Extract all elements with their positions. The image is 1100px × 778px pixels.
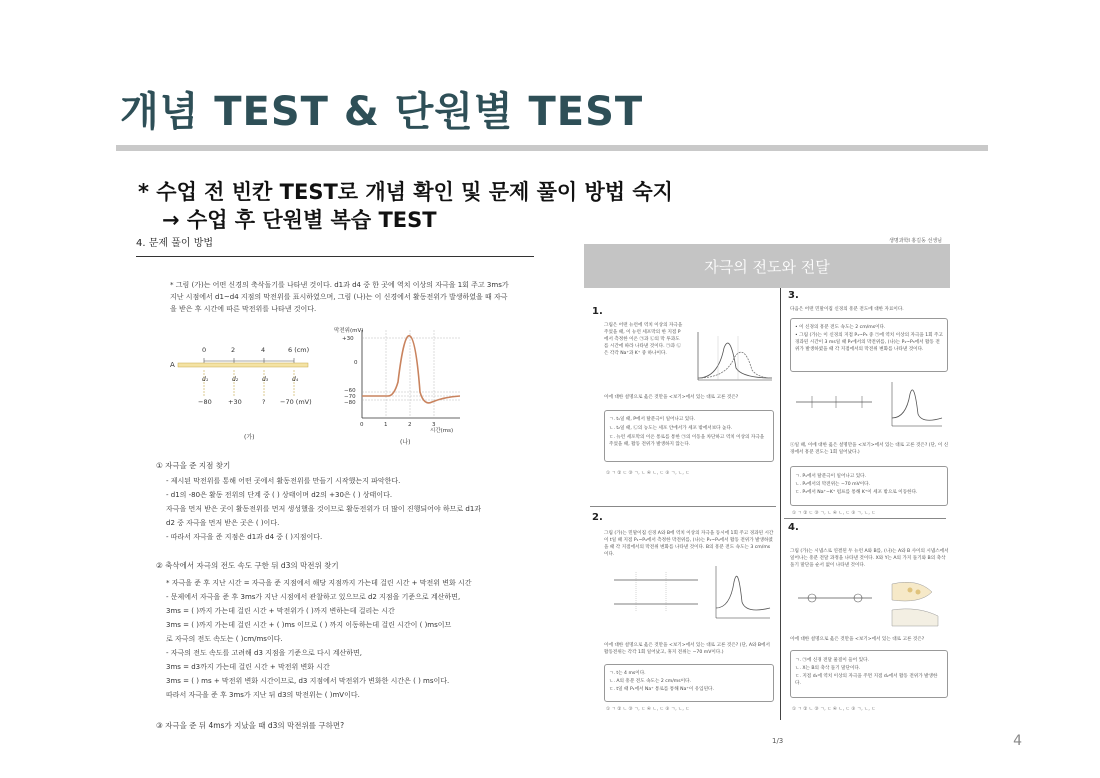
question-prompt: 이에 대한 설명으로 옳은 것만을 <보기>에서 있는 대로 고른 것은? <box>604 395 739 400</box>
action-potential-curve <box>362 336 460 403</box>
step-2-heading: ② 축삭에서 자극의 전도 속도 구한 뒤 d3의 막전위 찾기 <box>156 561 339 570</box>
y-axis-label: 막전위(mV) <box>334 328 364 334</box>
question-number: 4. <box>788 522 799 533</box>
bullet-pre-class: * 수업 전 빈칸 TEST로 개념 확인 및 문제 풀이 방법 숙지 <box>138 180 673 204</box>
column-divider <box>780 288 781 720</box>
potential-value: −70 (mV) <box>280 398 312 406</box>
membrane-potential-graph <box>332 322 482 448</box>
choice-box: ㄱ. t는 4 ms이다. ㄴ. A의 흥분 전도 속도는 2 cm/ms이다. ㄷ. t일 때 P₁에서 Na⁺ 통로를 통해 Na⁺이 유입된다. <box>604 664 774 702</box>
axon-figure <box>168 336 318 446</box>
question-number: 3. <box>788 290 799 301</box>
two-axon-figure <box>606 562 774 634</box>
figure-caption: (가) <box>244 434 255 441</box>
point-label: d₄ <box>292 376 299 383</box>
axis-tick: 2 <box>231 346 236 354</box>
step-2-body: * 자극을 준 후 지난 시간 = 자극을 준 지점에서 해당 지점까지 가는데 걸린 시간 + 막전위 변화 시간 - 문제에서 자극을 준 후 3ms가 지난 시점에서 관찰하고 있으므로 d2 지점을 기준으로 계산하면, 3ms = ( )까지 가는데 걸린 시간 + 막전위가 ( )까지 변하는데 걸리는 시간 3ms = ( )까지 가는데 걸린 시간 + ( )ms 이므로 ( ) 까지 이동하는데 걸린 시간이 ( )ms이므 로 자극의 전도 속도는 ( )cm/ms이다. - 자극의 전도 속도를 고려해 d3 지점을 기준으로 다시 계산하면, 3ms = d3까지 가는데 걸린 시간 + 막전위 변화 시간 3ms = ( ) ms + 막전위 변화 시간이므로, d3 지점에서 막전위가 변화한 시간은 ( ) ms이다. 따라서 자극을 준 후 3ms가 지난 뒤 d3의 막전위는 ( )mV이다. <box>166 579 472 699</box>
y-tick: −80 <box>344 400 356 406</box>
data-box: • 이 신경의 흥분 전도 속도는 2 cm/ms이다. • 그림 (가)는 이 신경의 지점 P₁~P₃ 중 ㉠에 역치 이상의 자극을 1회 주고 경과된 시간이 3 ms일 때 P₃에서의 막전위를, (나)는 P₁~P₃에서 활동 전위가 발생하였을 때 각 지점에서의 막전위 변화를 나타낸 것이다. <box>790 318 948 372</box>
question-number: 2. <box>592 512 603 523</box>
title-divider <box>116 145 988 151</box>
potential-value: −80 <box>198 398 212 406</box>
answer-choices: ① ㄱ ② ㄷ ③ ㄱ, ㄴ ④ ㄴ, ㄷ ⑤ ㄱ, ㄴ, ㄷ <box>606 471 690 476</box>
choice-box: ㄱ. t₁일 때, P에서 탈분극이 일어나고 있다. ㄴ. t₂일 때, ㉡의 농도는 세포 안에서가 세포 밖에서보다 높다. ㄷ. 뉴런 세포막의 이온 통로를 통한 ㉠의 이동을 차단하고 역치 이상의 자극을 주었을 때, 활동 전위가 발생하지 않는다. <box>604 410 774 462</box>
x-tick: 3 <box>432 422 436 428</box>
slide-page-number: 4 <box>1013 733 1022 749</box>
p-points-figure <box>792 378 946 434</box>
question-intro: * 그림 (가)는 어떤 신경의 축삭돌기를 나타낸 것이다. d1과 d4 중 한 곳에 역치 이상의 자극을 1회 주고 3ms가 지난 시점에서 d1~d4 지점의 막전위를 표시하였으며, 그림 (나)는 이 신경에서 활동전위가 발생하였을 때 자극을 받은 후 시간에 따른 막전위를 나타낸 것이다. <box>170 281 509 313</box>
answer-choices: ① ㄱ ② ㄷ ③ ㄱ, ㄴ ④ ㄴ, ㄷ ⑤ ㄱ, ㄴ, ㄷ <box>792 511 876 516</box>
answer-choices: ① ㄱ ② ㄴ ③ ㄱ, ㄷ ④ ㄴ, ㄷ ⑤ ㄱ, ㄴ, ㄷ <box>606 707 690 712</box>
bullet-post-class: → 수업 후 단원별 복습 TEST <box>162 208 437 232</box>
question-prompt: 이에 대한 설명으로 옳은 것만을 <보기>에서 있는 대로 고른 것은? <box>790 637 925 642</box>
point-label: d₁ <box>202 376 209 383</box>
axon-label: A <box>170 361 175 369</box>
y-tick: +30 <box>342 336 354 342</box>
x-axis-label: 시간(ms) <box>430 428 454 434</box>
slide-title: 개념 TEST & 단원별 TEST <box>120 89 644 135</box>
question-text: 그림은 어떤 뉴런에 역치 이상의 자극을 주었을 때, 이 뉴런 세포막의 한 지점 P에서 측정한 이온 ㉠과 ㉡의 막 투과도를 시간에 따라 나타낸 것이다. ㉠과 ㉡은 각각 Na⁺과 K⁺ 중 하나이다. <box>604 323 683 356</box>
axis-tick: 4 <box>261 346 266 354</box>
point-label: d₃ <box>262 376 269 383</box>
section-rule <box>136 256 534 257</box>
permeability-graph <box>688 328 774 390</box>
y-tick: −60 <box>344 388 356 394</box>
question-text: 그림 (가)는 민말이집 신경 A와 B에 역치 이상의 자극을 동시에 1회 주고 경과된 시간이 t일 때 지점 P₁~P₄에서 측정한 막전위를, (나)는 P₁~P₄에서 활동 전위가 발생하였을 때 각 지점에서의 막전위 변화를 나타낸 것이다. B의 흥분 전도 속도는 3 cm/ms이다. <box>604 531 774 557</box>
answer-choices: ① ㄱ ② ㄴ ③ ㄱ, ㄷ ④ ㄴ, ㄷ ⑤ ㄱ, ㄴ, ㄷ <box>792 707 876 712</box>
axis-tick: 6 (cm) <box>288 346 310 354</box>
x-tick: 0 <box>360 422 364 428</box>
step-1-body: - 제시된 막전위를 통해 어떤 곳에서 활동전위를 만들기 시작했는지 파악한다. - d1의 -80은 활동 전위의 단계 중 ( ) 상태이며 d2의 +30은 ( ) 상태이다. 자극을 먼저 받은 곳이 활동전위를 먼저 생성했을 것이므로 활동전위가 더 많이 진행되어야 하므로 d1과 d2 중 자극을 먼저 받은 곳은 ( )이다. - 따라서 자극을 준 지점은 d1과 d4 중 ( )지점이다. <box>166 477 482 541</box>
question-number: 1. <box>592 306 603 317</box>
step-3-heading: ③ 자극을 준 뒤 4ms가 지났을 때 d3의 막전위를 구하면? <box>156 721 345 730</box>
choice-box: ㄱ. P₁에서 탈분극이 일어나고 있다. ㄴ. P₂에서의 막전위는 −70 mV이다. ㄷ. P₃에서 Na⁺−K⁺ 펌프를 통해 K⁺이 세포 밖으로 이동한다. <box>790 466 948 506</box>
axis-tick: 0 <box>202 346 207 354</box>
point-label: d₂ <box>232 376 239 383</box>
question-text: 다음은 어떤 민말이집 신경의 흥분 전도에 대한 자료이다. <box>790 307 904 312</box>
sheet-corner-label: 생명과학Ⅰ 홍길동 선생님 <box>889 238 942 244</box>
potential-value: +30 <box>228 398 242 406</box>
sheet-page-indicator: 1/3 <box>772 737 784 745</box>
y-tick: −70 <box>344 394 356 400</box>
problem-solving-sheet <box>136 234 536 734</box>
figure-caption: (나) <box>400 439 411 446</box>
unit-test-sheet <box>584 238 950 724</box>
step-1-heading: ① 자극을 준 지점 찾기 <box>156 461 231 470</box>
x-tick: 2 <box>408 422 412 428</box>
choice-box: ㄱ. ㉠에 신경 전달 물질이 들어 있다. ㄴ. X는 B의 축삭 돌기 말단이다. ㄷ. 지점 d₁에 역치 이상의 자극을 주면 지점 d₂에서 활동 전위가 발생한다. <box>790 650 948 698</box>
question-prompt: 이에 대한 설명으로 옳은 것만을 <보기>에서 있는 대로 고른 것은? (단, A와 B에서 활동전위는 각각 1회 일어났고, 휴지 전위는 −70 mV이다.) <box>604 643 770 655</box>
synapse-figure <box>792 574 946 630</box>
section-heading: 4. 문제 풀이 방법 <box>136 238 214 249</box>
potential-value: ? <box>262 398 266 406</box>
x-tick: 1 <box>384 422 388 428</box>
question-prompt: ⓐ일 때, 이에 대한 옳은 설명만을 <보기>에서 있는 대로 고른 것은? (단, 이 신경에서 흥분 전도는 1회 일어났다.) <box>790 443 949 455</box>
unit-test-header: 자극의 전도와 전달 <box>584 244 950 288</box>
question-text: 그림 (가)는 시냅스로 연결된 두 뉴런 A와 B를, (나)는 A와 B 사이의 시냅스에서 일어나는 흥분 전달 과정을 나타낸 것이다. X와 Y는 A의 가지 돌기와 B의 축삭 돌기 말단을 순서 없이 나타낸 것이다. <box>790 549 949 568</box>
y-tick: 0 <box>354 360 358 366</box>
